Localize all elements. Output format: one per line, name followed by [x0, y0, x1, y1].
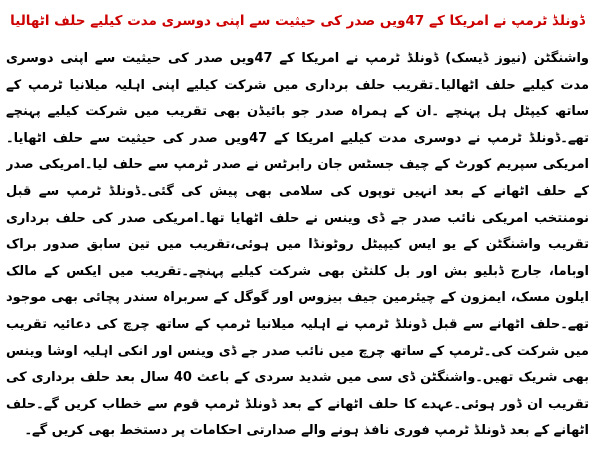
- article-body: واشنگٹن (نیوز ڈیسک) ڈونلڈ ٹرمپ نے امریکا کے 47ویں صدر کی حیثیت سے اپنی دوسری مدت کیلیے حلف اٹھالیا۔تقریب حلف برداری میں شرکت کیلیے اپنی اہلیہ میلانیا ٹرمپ کے ساتھ کیپٹل ہل پہنچے ۔ان کے ہمراہ صدر جو بائیڈن بھی تقریب میں شرکت کیلیے پہنچے تھے۔ڈونلڈ ٹرمپ نے دوسری مدت کیلیے امریکا کے 47ویں صدر کی حیثیت سے حلف اٹھایا۔امریکی سپریم کورٹ کے چیف جسٹس جان رابرٹس نے صدر ٹرمپ سے حلف لیا۔امریکی صدر کے حلف اٹھانے کے بعد انہیں توپوں کی سلامی بھی پیش کی گئی۔ڈونلڈ ٹرمپ سے قبل نومنتخب امریکی نائب صدر جے ڈی وینس نے حلف اٹھایا تھا۔امریکی صدر کی حلف برداری تقریب واشنگٹن کے یو ایس کیپیٹل روٹونڈا میں ہوئی،تقریب میں تین سابق صدور براک اوباما، جارج ڈبلیو بش اور بل کلنٹن بھی شرکت کیلیے پہنچے۔تقریب میں ایکس کے مالک ایلون مسک، ایمزون کے چیئرمین جیف بیزوس اور گوگل کے سربراہ سندر پچائی بھی موجود تھے۔حلف اٹھانے سے قبل ڈونلڈ ٹرمپ نے اہلیہ میلانیا ٹرمپ کے ساتھ چرچ کی دعائیہ تقریب میں شرکت کی۔ٹرمپ کے ساتھ چرچ میں نائب صدر جے ڈی وینس اور انکی اہلیہ اوشا وینس بھی شریک تھیں۔واشنگٹن ڈی سی میں شدید سردی کے باعث 40 سال بعد حلف برداری کی تقریب ان ڈور ہوئی۔عہدے کا حلف اٹھانے کے بعد ڈونلڈ ٹرمپ قوم سے خطاب کریں گے۔حلف اٹھانے کے بعد ڈونلڈ ٹرمپ فوری نافذ ہونے والے صدارتی احکامات پر دستخط بھی کریں گے۔: [6, 51, 589, 439]
- article-headline: ڈونلڈ ٹرمپ نے امریکا کے 47ویں صدر کی حیثیت سے اپنی دوسری مدت کیلیے حلف اٹھالیا: [10, 13, 585, 29]
